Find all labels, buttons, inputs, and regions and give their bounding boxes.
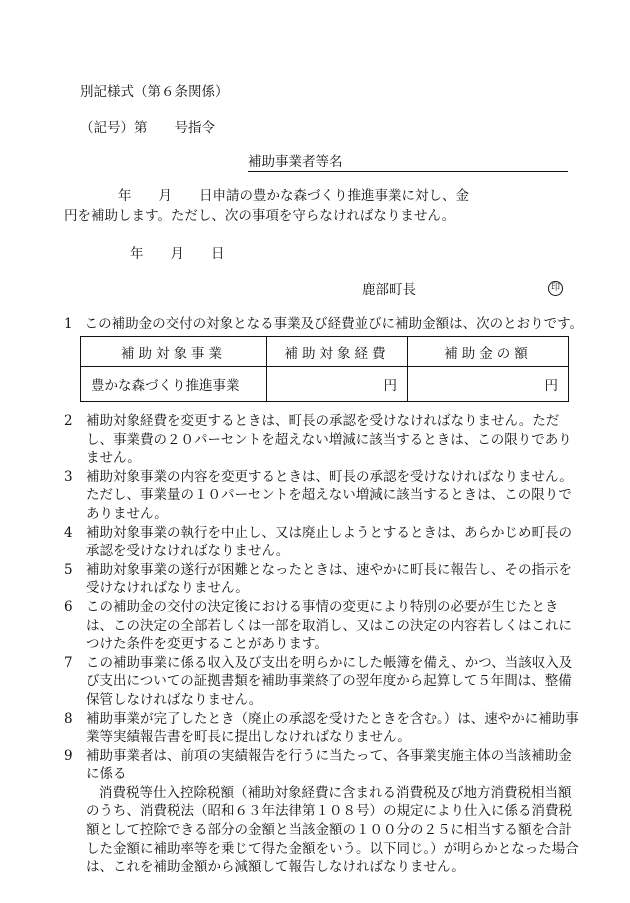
- item-number: 6: [64, 598, 73, 615]
- intro-line-1: 年 月 日申請の豊かな森づくり推進事業に対し、金: [118, 188, 469, 204]
- item-number: 7: [64, 654, 73, 671]
- table-header-row: [81, 337, 569, 367]
- header-amount: 補助金の額: [408, 337, 569, 367]
- item-text: 補助対象経費を変更するときは、町長の承認を受けなければなりません。ただし、事業費の２０パーセントを超えない増減に該当するときは、この限りでありません。: [86, 413, 572, 467]
- issue-date: 年 月 日: [130, 246, 225, 262]
- reference-number: （記号）第 号指令: [80, 120, 215, 136]
- cell-project: 豊かな森づくり推進事業: [81, 367, 267, 402]
- list-item: [64, 747, 584, 784]
- item-number: 2: [64, 413, 73, 429]
- item-number: 1: [64, 316, 73, 332]
- conditions-list: [64, 412, 584, 877]
- list-item: [64, 412, 584, 468]
- item-number: 4: [64, 524, 73, 541]
- item-number: 8: [64, 710, 73, 727]
- list-item: [64, 654, 584, 710]
- list-item: [64, 561, 584, 598]
- table-row: [81, 367, 569, 402]
- header-project: 補助対象事業: [81, 337, 267, 367]
- list-item: [64, 598, 584, 654]
- form-label: 別記様式（第６条関係）: [80, 84, 229, 100]
- list-item: [64, 524, 584, 561]
- item-number: 5: [64, 561, 73, 578]
- header-cost: 補助対象経費: [267, 337, 408, 367]
- cell-cost: 円: [267, 367, 408, 402]
- item-text: 補助対象事業の執行を中止し、又は廃止しようとするときは、あらかじめ町長の承認を受けなければなりません。: [86, 524, 572, 560]
- seal-mark: [548, 278, 563, 296]
- item-text: この補助金の交付の対象となる事業及び経費並びに補助金額は、次のとおりです。: [84, 316, 584, 332]
- item-number: 3: [64, 468, 73, 485]
- recipient-label: 補助事業者等名: [248, 154, 343, 170]
- item-1: [64, 312, 583, 332]
- item-text: この補助金の交付の決定後における事情の変更により特別の必要が生じたときは、この決定の全部若しくは一部を取消し、又はこの決定の内容若しくはこれにつけた条件を変更することがあります。: [86, 598, 572, 653]
- cell-amount: 円: [408, 367, 569, 402]
- issuer-name: 鹿部町長: [362, 282, 416, 298]
- list-item: [64, 710, 584, 747]
- recipient-name: [248, 150, 568, 172]
- list-item: [64, 468, 584, 524]
- intro-line-2: 円を補助します。ただし、次の事項を守らなければなりません。: [64, 208, 456, 224]
- seal-icon: 印: [548, 281, 563, 296]
- item-text: この補助事業に係る収入及び支出を明らかにした帳簿を備え、かつ、当該収入及び支出についての証拠書類を補助事業終了の翌年度から起算して５年間は、整備保管しなければなりません。: [86, 654, 573, 708]
- item-text: 補助対象事業の内容を変更するときは、町長の承認を受けなければなりません。ただし、事業量の１０パーセントを超えない増減に該当するときは、この限りでありません。: [86, 468, 573, 522]
- item-text: 補助事業者は、前項の実績報告を行うに当たって、各事業実施主体の当該補助金に係る: [86, 747, 572, 783]
- item-number: 9: [64, 747, 73, 764]
- item-text: 補助対象事業の遂行が困難となったときは、速やかに町長に報告し、その指示を受けなければなりません。: [86, 561, 572, 597]
- item-text: 補助事業が完了したとき（廃止の承認を受けたときを含む。）は、速やかに補助事業等実績報告書を町長に提出しなければなりません。: [86, 710, 579, 746]
- item-9-continuation: 消費税等仕入控除税額（補助対象経費に含まれる消費税及び地方消費税相当額のうち、消費税法（昭和６３年法律第１０８号）の規定により仕入に係る消費税額として控除できる部分の金額と当該金額の１００分の２５に相当する額を合計した金額に補助率等を乗じて得た金額をいう。以下同じ。）が明らかとなった場合は、これを補助金額から減額して報告しなければなりません。: [86, 784, 579, 876]
- subsidy-table: [80, 336, 569, 402]
